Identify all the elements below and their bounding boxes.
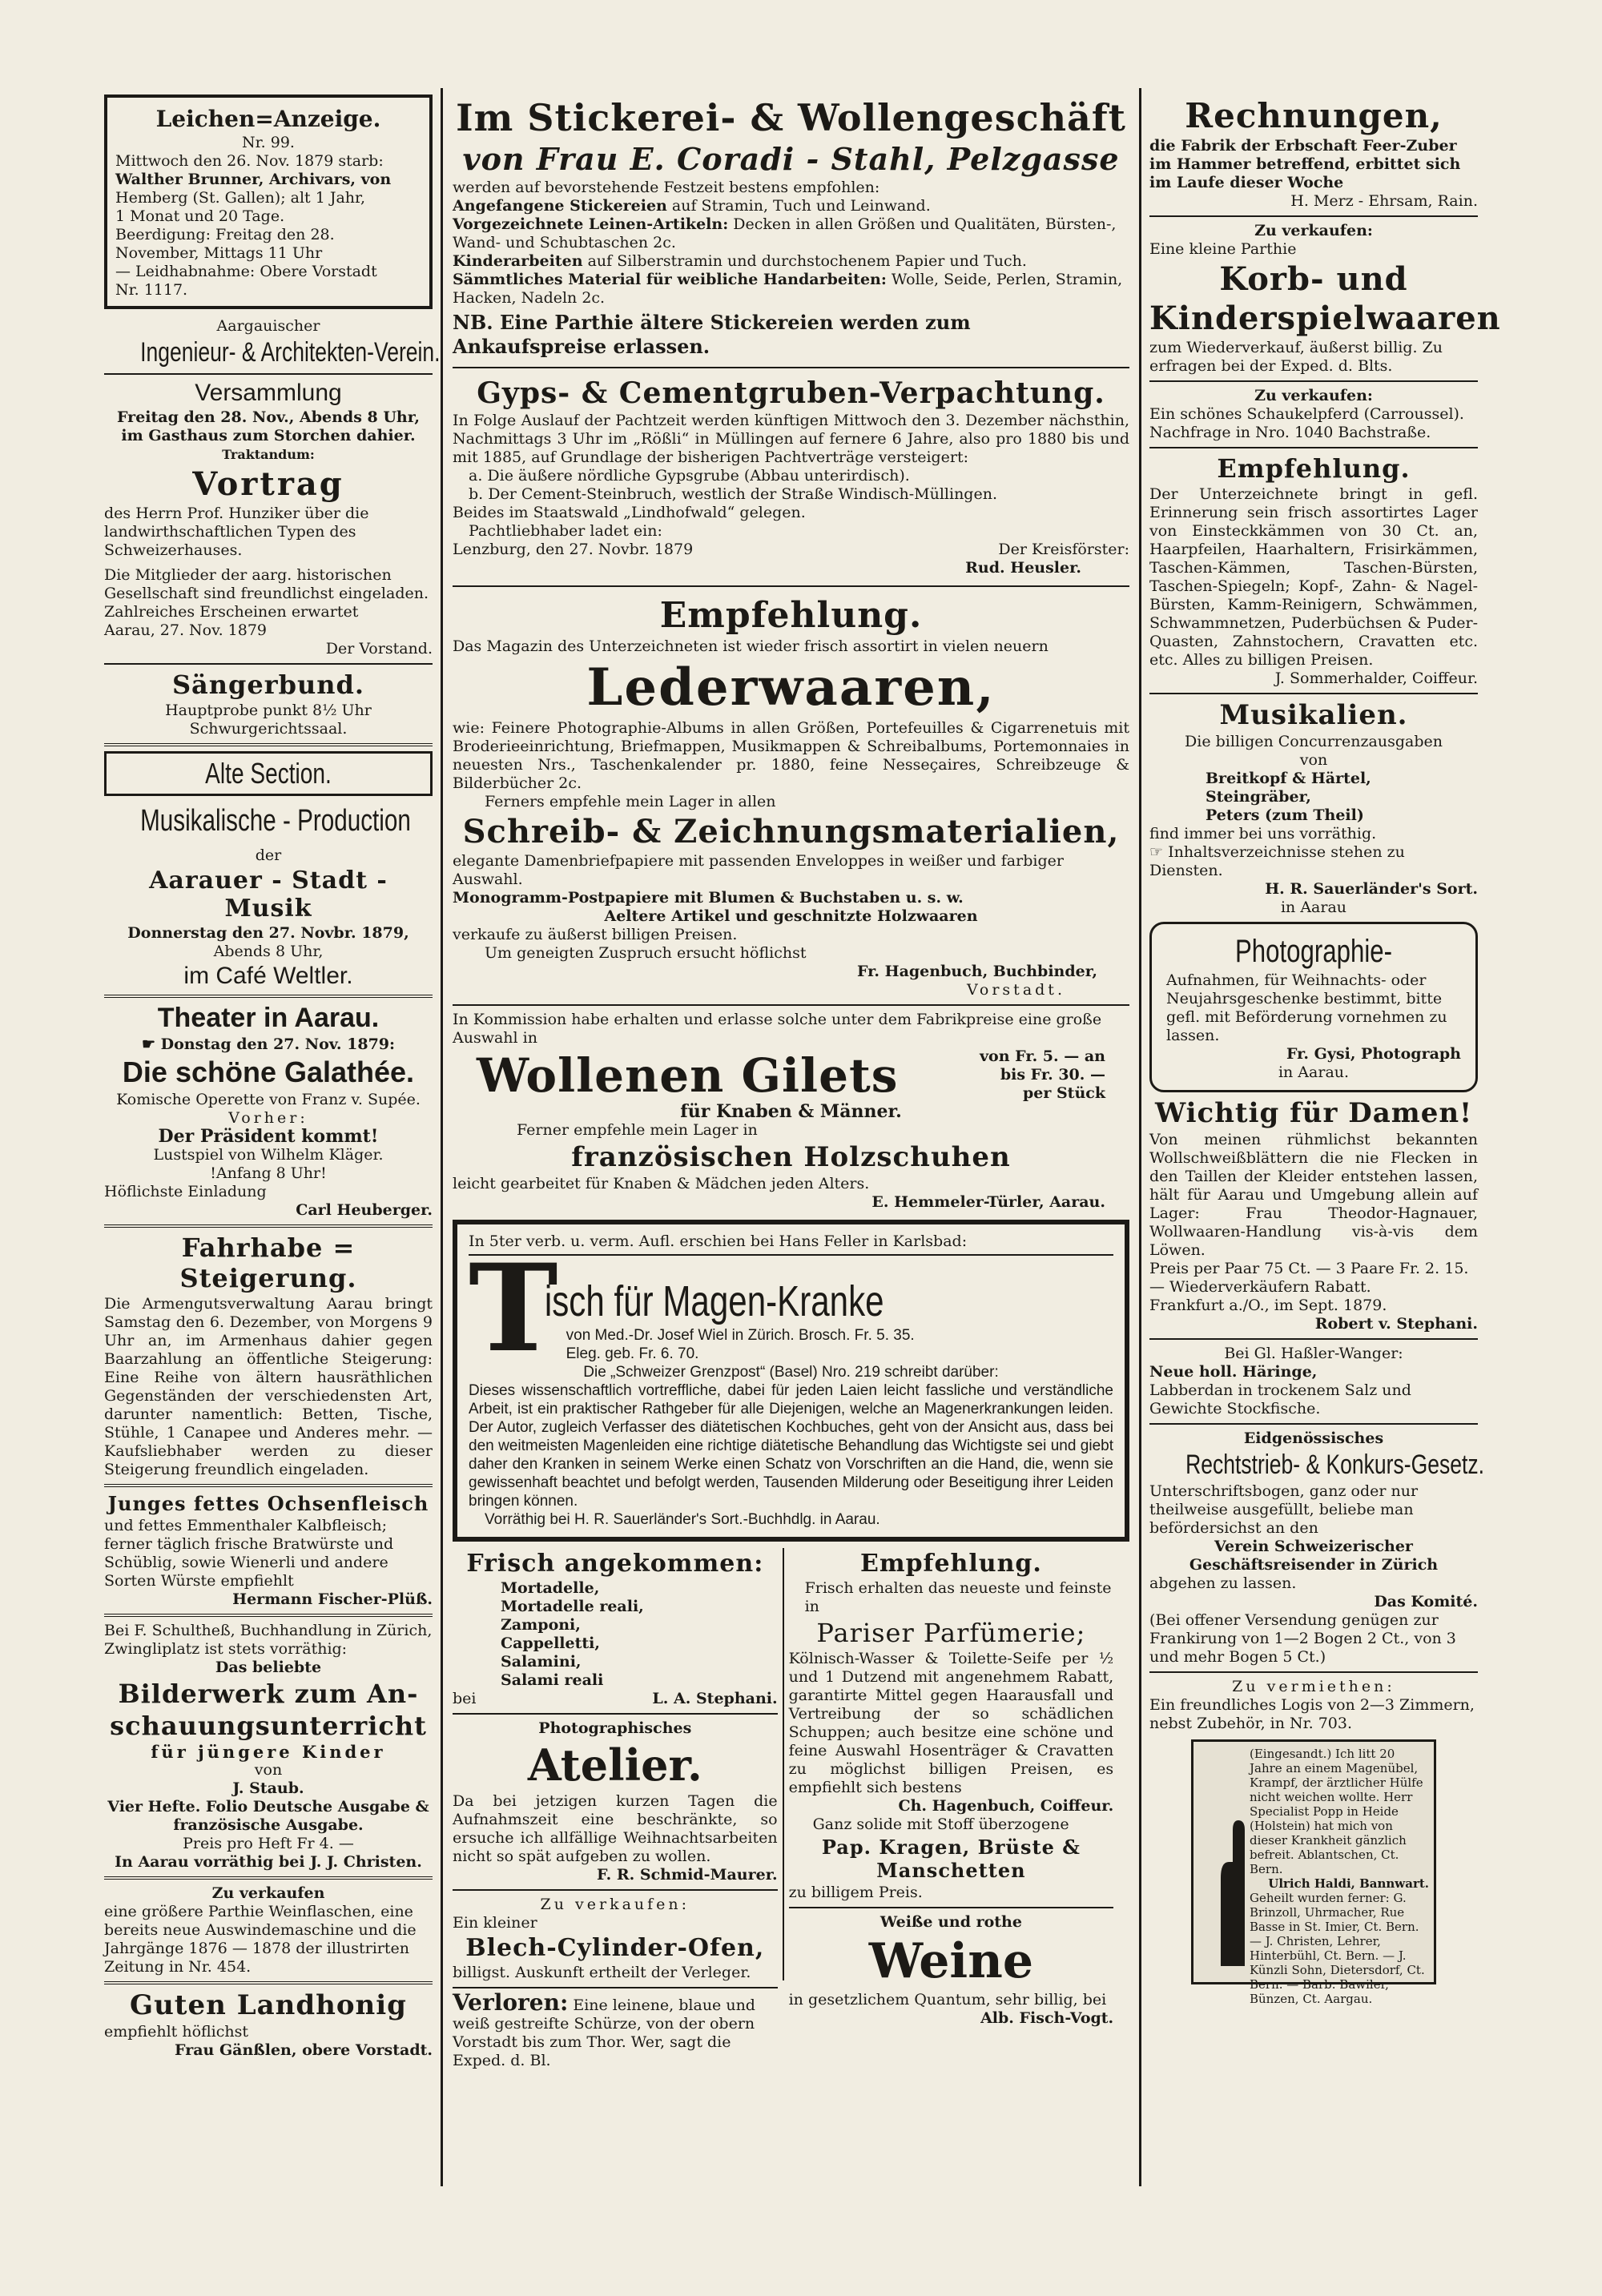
gyps-title: Gyps- & Cementgruben-Verpachtung.	[477, 376, 1105, 410]
parf-sign: Ch. Hagenbuch, Coiffeur.	[898, 1797, 1114, 1815]
gyps-footer	[453, 541, 1129, 559]
gesetz-text2: abgehen zu lassen.	[1149, 1574, 1297, 1592]
lower-left	[453, 1548, 778, 2070]
haering-intro: Bei Gl. Haßler-Wanger:	[1224, 1345, 1403, 1362]
divider	[453, 585, 1129, 587]
ochsen-text: und fettes Emmenthaler Kalbfleisch; ferner täglich frische Bratwürste und Schüblig, sowie Wienerli und andere Sorten Würste empfiehlt	[104, 1517, 394, 1590]
gyps-beides: Beides im Staatswald „Lindhofwald“ gelegen.	[453, 504, 806, 521]
frisch-list	[453, 1579, 778, 1690]
damen-place: Frankfurt a./O., im Sept. 1879.	[1149, 1297, 1387, 1314]
section-title-box	[104, 751, 433, 796]
verein-where: im Gasthaus zum Storchen dahier.	[121, 427, 416, 444]
gilets-sign: E. Hemmeler-Türler, Aarau.	[871, 1193, 1105, 1211]
tisch-author: von Med.-Dr. Josef Wiel in Zürich. Brosch. Fr. 5. 35.	[566, 1327, 915, 1344]
divider	[1149, 1423, 1478, 1425]
gilets-intro: In Kommission habe erhalten und erlasse solche unter dem Fabrikpreise eine große Auswahl in	[453, 1011, 1102, 1047]
musik-pub: Breitkopf & Härtel,	[1206, 770, 1371, 787]
fahrhabe-text: Die Armengutsverwaltung Aarau bringt Samstag den 6. Dezember, von Morgens 9 Uhr an, im Armenhaus dahier gegen Baarzahlung an öffentliche Steigerung: Eine Reihe von ältern hausräthlichen Gegenständen der verschiedensten Art, darunter namentlich: Betten, Tische, Stühle, 1 Canapee und Anderes mehr. — Kaufsliebhaber werden zu dieser Steigerung freundlich eingeladen.	[104, 1295, 433, 1478]
gesetz-text3: (Bei offener Versendung genügen zur Frankirung von 1—2 Bogen 2 Ct., von 3 und mehr Bogen 5 Ct.)	[1149, 1611, 1456, 1666]
musik-place: in Aarau	[1280, 899, 1347, 916]
leder-big: Lederwaaren,	[586, 657, 996, 718]
theater-einladung: Höflichste Einladung	[104, 1183, 267, 1200]
gilets-price2: bis Fr. 30. —	[1000, 1066, 1105, 1084]
leder-place: Vorstadt.	[966, 981, 1065, 999]
verein-erwartet: Zahlreiches Erscheinen erwartet	[104, 603, 359, 621]
gesetz-text: Unterschriftsbogen, ganz oder nur theilweise ausgefüllt, beliebe man befördersichst an den	[1149, 1482, 1419, 1537]
schaukel-text: Ein schönes Schaukelpferd (Carroussel). Nachfrage in Nro. 1040 Bachstraße.	[1149, 405, 1464, 441]
testimonial-ad	[1191, 1739, 1436, 2006]
death-notice	[104, 94, 433, 309]
gyps-b: b. Der Cement-Steinbruch, westlich der Straße Windisch-Müllingen.	[469, 485, 997, 503]
gilets-prices	[980, 1047, 1129, 1103]
bilderwerk-author: J. Staub.	[232, 1779, 304, 1797]
korb-title2: Kinderspielwaaren	[1149, 300, 1501, 337]
leder-ferners: Ferners empfehle mein Lager in allen	[485, 793, 776, 810]
ochsen-title: Junges fettes Ochsenfleisch	[107, 1492, 429, 1515]
gilets-ferner: Ferner empfehle mein Lager in	[517, 1121, 758, 1139]
verein-traktandum: Traktandum:	[222, 447, 315, 462]
column-right	[1149, 94, 1501, 2006]
tisch-text: Dieses wissenschaftlich vortreffliche, dabei für jeden Laien leicht fassliche und verständliche Arbeit, ist ein praktischer Rathgeber für alle Diejenigen, welche an Magenerkrankungen leiden. Der Autor, zugleich Verfasser des diätetischen Kochbuches, geht von der Ansicht aus, dass bei den weitmeisten Magenleiden eine richtige diätetische Behandlung das Wichtigste sei und giebt daher den Kranken in seinem Werke einen Schatz von Vorschriften an die Hand, die, wenn sie gewissenhaft beachtet und befolgt werden, Tausenden Milderung oder Beseitigung ihrer Leiden bringen können.	[469, 1382, 1113, 1510]
atelier-big: Atelier.	[527, 1739, 702, 1791]
damen-title: Wichtig für Damen!	[1154, 1097, 1473, 1129]
gilets-row	[453, 1047, 1129, 1103]
divider	[1149, 1671, 1478, 1673]
theater-vorher: Vorher:	[228, 1109, 308, 1127]
gyps-pacht: Pachtliebhaber ladet ein:	[469, 522, 662, 540]
section-when: Donnerstag den 27. Novbr. 1879,	[127, 924, 409, 942]
parf-kragen: Pap. Kragen, Brüste & Manschetten	[821, 1836, 1081, 1882]
honig-title: Guten Landhonig	[130, 1989, 407, 2021]
photo-sign: Fr. Gysi, Photograph	[1286, 1045, 1461, 1063]
tisch-title: isch für Magen-Kranke	[544, 1277, 884, 1325]
stickerei-l2b: Vorgezeichnete Leinen-Artikeln:	[453, 215, 729, 233]
verein-kicker: Aargauischer	[216, 317, 320, 335]
bilderwerk-preis: Preis pro Heft Fr 4. —	[183, 1835, 354, 1852]
leder-schreib: Schreib- & Zeichnungsmaterialien,	[462, 813, 1120, 850]
ofen-intro: Ein kleiner	[453, 1914, 537, 1932]
verein-when: Freitag den 28. Nov., Abends 8 Uhr,	[117, 408, 420, 426]
frisch-item: Salamini,	[501, 1653, 582, 1671]
divider	[453, 1004, 1129, 1006]
leder-text4: Aeltere Artikel und geschnitzte Holzwaaren	[604, 907, 978, 925]
stickerei-l3b: Kinderarbeiten	[453, 252, 583, 270]
gesetz-verein: Verein Schweizerischer Geschäftsreisender in Zürich	[1189, 1538, 1439, 1574]
testimonial-text: (Eingesandt.) Ich litt 20 Jahre an einem Magenübel, Krampf, der ärztlicher Hülfe nicht weichen wollte. Herr Specialist Popp in Heide (Holstein) hat mich von dieser Krankheit gänzlich befreit. Ablantschen, Ct. Bern.	[1250, 1747, 1423, 1876]
bilderwerk-intro: Bei F. Schultheß, Buchhandlung in Zürich, Zwingliplatz ist stets vorräthig:	[104, 1622, 433, 1658]
divider	[104, 995, 433, 998]
death-line: Beerdigung: Freitag den 28.	[115, 226, 335, 243]
gilets-price3: per Stück	[1022, 1084, 1105, 1102]
section-cafe: im Café Weltler.	[183, 963, 353, 989]
hand-pointer-icon	[1197, 1814, 1253, 1974]
gesetz-komite: Das Komité.	[1374, 1593, 1478, 1610]
fahrhabe-title: Fahrhabe = Steigerung.	[179, 1232, 357, 1293]
leder-text5: verkaufe zu äußerst billigen Preisen.	[453, 926, 738, 943]
divider	[789, 1907, 1114, 1908]
frisch-item: Salami reali	[501, 1671, 604, 1689]
divider	[104, 373, 433, 375]
frisch-item: Cappelletti,	[501, 1635, 601, 1652]
stickerei-line3	[453, 252, 1129, 271]
ofen-title: Zu verkaufen:	[540, 1896, 690, 1913]
theater-anfang: !Anfang 8 Uhr!	[210, 1164, 327, 1182]
verein-versammlung: Versammlung	[195, 380, 342, 406]
theater-play: Die schöne Galathée.	[122, 1056, 415, 1088]
atelier-text: Da bei jetzigen kurzen Tagen die Aufnahmszeit eine beschränkte, so ersuche ich allfällige Weihnachtsarbeiten nicht so spät aufgeben zu wollen.	[453, 1792, 778, 1865]
theater-play2: Der Präsident kommt!	[158, 1126, 379, 1147]
verein-title: Ingenieur- & Architekten-Verein.	[140, 337, 441, 368]
tisch-grenz: Die „Schweizer Grenzpost“ (Basel) Nro. 219 schreibt darüber:	[583, 1364, 999, 1381]
photo-title: Photographie-	[1234, 934, 1392, 969]
gyps-a: a. Die äußere nördliche Gypsgrube (Abbau unterirdisch).	[469, 467, 910, 485]
gesetz-title: Rechtstrieb- & Konkurs-Gesetz.	[1185, 1450, 1484, 1480]
divider	[104, 1876, 433, 1880]
rechnungen-sign: H. Merz - Ehrsam, Rain.	[1290, 192, 1478, 210]
bilderwerk-title1: Bilderwerk zum An-	[118, 1679, 419, 1709]
stickerei-intro: werden auf bevorstehende Festzeit bestens empfohlen:	[453, 179, 880, 196]
leder-text: wie: Feinere Photographie-Albums in allen Größen, Portefeuilles & Cigarrenetuis mit Broderieeinrichtung, Briefmappen, Musikmappen & Schreibalbums, Portemonnaies in neuesten Nrs., Taschenkalender pr. 1880, feine Nesseçaires, Schreibzeuge & Bilderbücher 2c.	[453, 719, 1129, 792]
frisch-item: Zamponi,	[501, 1616, 581, 1634]
musik-find: find immer bei uns vorräthig.	[1149, 825, 1377, 842]
weine-sign: Alb. Fisch-Vogt.	[980, 2009, 1114, 2027]
stickerei-l4b: Sämmtliches Material für weibliche Handarbeiten:	[453, 271, 887, 288]
verein-vortrag: Vortrag	[192, 465, 344, 503]
verkaufen-title: Zu verkaufen	[211, 1884, 325, 1902]
divider	[1149, 447, 1478, 448]
death-notice-title: Leichen=Anzeige.	[155, 106, 381, 132]
parf-intro: Frisch erhalten das neueste und feinste in	[804, 1579, 1112, 1615]
divider	[1149, 1338, 1478, 1340]
column-middle	[453, 94, 1129, 2070]
weine-text: in gesetzlichem Quantum, sehr billig, bei	[788, 1991, 1107, 2008]
tisch-intro: In 5ter verb. u. verm. Aufl. erschien bei Hans Feller in Karlsbad:	[469, 1232, 1113, 1256]
parf-big: Pariser Parfümerie;	[816, 1618, 1086, 1648]
musik-text: Die billigen Concurrenzausgaben	[1185, 733, 1443, 750]
stickerei-l3: auf Silberstramin und durchstochenem Papier und Tuch.	[582, 252, 1027, 270]
tisch-price: Eleg. geb. Fr. 6. 70.	[566, 1345, 699, 1362]
bilderwerk-das: Das beliebte	[215, 1659, 322, 1676]
tisch-vorr: Vorräthig bei H. R. Sauerländer's Sort.-Buchhdlg. in Aarau.	[485, 1511, 880, 1528]
testimonial-more: Geheilt wurden ferner: G. Brinzoll, Uhrmacher, Rue Basse in St. Imier, Ct. Bern. — J. Christen, Lehrer, Hinterbühl, Ct. Bern. — J. Künzli Sohn, Dietersdorf, Ct. Bern. — Barb. Bawiler, Bünzen, Ct. Aargau.	[1250, 1891, 1425, 2006]
stickerei-line1	[453, 197, 1129, 215]
bilderwerk-aarau: In Aarau vorräthig bei J. J. Christen.	[115, 1853, 422, 1871]
verein-sign: Der Vorstand.	[325, 640, 433, 657]
schaukel-title: Zu verkaufen:	[1254, 387, 1373, 404]
divider	[453, 1987, 778, 1988]
lower-divider	[783, 1548, 784, 1980]
section-der: der	[255, 846, 282, 864]
stickerei-l1: auf Stramin, Tuch und Leinwand.	[666, 197, 931, 215]
frisch-footer	[453, 1690, 778, 1708]
death-line: Hemberg (St. Gallen); alt 1 Jahr,	[115, 189, 366, 207]
divider	[104, 1224, 433, 1228]
stickerei-nb-label: NB.	[453, 311, 493, 334]
atelier-sign: F. R. Schmid-Maurer.	[597, 1866, 778, 1884]
verein-invite: Die Mitglieder der aarg. historischen Gesellschaft sind freundlichst eingeladen.	[104, 566, 429, 602]
section-abends: Abends 8 Uhr,	[213, 943, 324, 960]
leder-intro: Das Magazin des Unterzeichneten ist wieder frisch assortirt in vielen neuern	[453, 637, 1049, 655]
sommer-text: Der Unterzeichnete bringt in gefl. Erinnerung sein frisch assortirtes Lager von Einsteckkämmen von 30 Ct. an, Haarpfeilen, Haarhaltern, Frisirkämmen, Taschen-Kämmen, Taschen-Bürsten, Taschen-Spiegeln; Kopf-, Zahn- & Nagel-Bürsten, Kamm-Reinigern, Schwämmen, Schwammnetzen, Puderbüchsen & Puder-Quasten, Zahnstochern, Cravatten etc. etc. Alles zu billigen Preisen.	[1149, 485, 1478, 669]
section-title: Alte Section.	[205, 757, 332, 790]
verloren-title: Verloren:	[453, 1989, 569, 2016]
theater-title: Theater in Aarau.	[157, 1003, 380, 1033]
musik-pubs	[1149, 770, 1478, 825]
gyps-sign: Rud. Heusler.	[965, 559, 1081, 577]
lower-two-col	[453, 1548, 1129, 2070]
ofen-big: Blech-Cylinder-Ofen,	[465, 1934, 765, 1962]
divider	[104, 1484, 433, 1487]
bilderwerk-hefte: Vier Hefte. Folio Deutsche Ausgabe & französische Ausgabe.	[107, 1798, 429, 1834]
stickerei-nb-text: Eine Parthie ältere Stickereien werden zum Ankaufspreise erlassen.	[453, 311, 971, 358]
stickerei-l4: Wolle, Seide, Perlen, Stramin, Hacken, Nadeln 2c.	[453, 271, 1123, 307]
leder-text3: Monogramm-Postpapiere mit Blumen & Buchstaben u. s. w.	[453, 889, 964, 907]
leder-text2: elegante Damenbriefpapiere mit passenden Enveloppes in weißer und farbiger Auswahl.	[453, 852, 1064, 888]
musik-von: von	[1299, 751, 1328, 769]
musik-title: Musikalien.	[1219, 699, 1408, 731]
parf-text: Kölnisch-Wasser & Toilette-Seife per ½ und 1 Dutzend mit angenehmem Rabatt, garantirte Mittel gegen Haarausfall und Vertreibung der so schädlichen Schuppen; auch besitze eine schöne und feine Auswahl Hosenträger & Cravatten zu möglichst billigen Preisen, es empfiehlt sich bestens	[788, 1650, 1114, 1796]
verein-date: Aarau, 27. Nov. 1879	[104, 621, 268, 639]
section-stadtmusik: Aarauer - Stadt - Musik	[149, 867, 388, 923]
photo-ad	[1149, 922, 1478, 1092]
gilets-fuer: für Knaben & Männer.	[680, 1101, 902, 1122]
weine-big: Weine	[868, 1933, 1034, 1989]
musik-pub: Steingräber,	[1206, 788, 1311, 806]
saenger-title: Sängerbund.	[171, 669, 365, 700]
parf-billig: zu billigem Preis.	[788, 1884, 923, 1901]
divider	[453, 1889, 778, 1891]
divider	[1149, 380, 1478, 382]
theater-when: ☛ Donstag den 27. Nov. 1879:	[141, 1035, 396, 1053]
stickerei-line4	[453, 271, 1129, 308]
verloren-text: Eine leinene, blaue und weiß gestreifte Schürze, von der obern Vorstadt bis zum Thor. Wer, sagt die Exped. d. Bl.	[453, 1996, 755, 2069]
stickerei-l1b: Angefangene Stickereien	[453, 197, 667, 215]
leder-sign: Fr. Hagenbuch, Buchbinder,	[856, 963, 1097, 980]
honig-sign: Frau Gänßlen, obere Vorstadt.	[175, 2041, 433, 2059]
stickerei-nb	[453, 311, 1129, 359]
stickerei-line2	[453, 215, 1129, 252]
tisch-initial: T	[469, 1238, 558, 1379]
rechnungen-text: die Fabrik der Erbschaft Feer-Zuber im Hammer betreffend, erbittet sich im Laufe dieser Woche	[1149, 137, 1461, 191]
verloren	[453, 1989, 778, 2070]
tisch-ad	[453, 1220, 1129, 1542]
stickerei-title1: Im Stickerei- & Wollengeschäft	[456, 96, 1126, 139]
divider	[453, 1713, 778, 1715]
death-line: 1 Monat und 20 Tage.	[115, 207, 285, 225]
korb-text: zum Wiederverkauf, äußerst billig. Zu erfragen bei der Exped. d. Blts.	[1149, 339, 1443, 375]
death-line: Walther Brunner, Archivars, von	[115, 171, 392, 188]
atelier-kicker: Photographisches	[538, 1719, 692, 1737]
gyps-text: In Folge Auslauf der Pachtzeit werden künftigen Mittwoch den 3. Dezember nächsthin, Nachmittags 3 Uhr im „Rößli“ in Müllingen auf fernere 6 Jahre, also pro 1880 bis und mit 1885, auf Grundlage der bisherigen Pachtverträge versteigert:	[453, 412, 1129, 466]
parf-ganz: Ganz solide mit Stoff überzogene	[812, 1815, 1069, 1833]
divider	[104, 743, 433, 746]
divider	[104, 663, 433, 665]
leder-text6: Um geneigten Zuspruch ersucht höflichst	[485, 944, 807, 962]
verkaufen-text: eine größere Parthie Weinflaschen, eine bereits neue Auswindemaschine und die Jahrgänge 1876 — 1878 der illustrirten Zeitung in Nr. 454.	[104, 1903, 417, 1976]
korb-title1: Korb- und	[1219, 260, 1408, 298]
gilets-text: leicht gearbeitet für Knaben & Mädchen jeden Alters.	[453, 1175, 870, 1192]
section-production: Musikalische - Production	[140, 804, 411, 838]
sommer-title: Empfehlung.	[1217, 453, 1411, 484]
death-notice-nr: Nr. 99.	[242, 134, 295, 151]
divider	[104, 1981, 433, 1984]
theater-desc2: Lustspiel von Wilhelm Kläger.	[153, 1146, 384, 1164]
haering-text1: Neue holl. Häringe,	[1149, 1363, 1318, 1381]
rechnungen-title: Rechnungen,	[1185, 96, 1443, 135]
column-left	[104, 94, 441, 2060]
gyps-office: Der Kreisförster:	[998, 541, 1129, 558]
divider	[453, 367, 1129, 368]
musik-inhalt: ☞ Inhaltsverzeichnisse stehen zu Diensten.	[1149, 843, 1405, 879]
leder-title: Empfehlung.	[659, 595, 923, 636]
korb-intro: Eine kleine Parthie	[1149, 240, 1297, 258]
sommer-sign: J. Sommerhalder, Coiffeur.	[1274, 669, 1478, 687]
weine-kicker: Weiße und rothe	[879, 1913, 1022, 1931]
bilderwerk-title2: schauungsunterricht	[110, 1711, 427, 1741]
haering-text2: Labberdan in trockenem Salz und	[1149, 1381, 1411, 1399]
death-line: Nr. 1117.	[115, 281, 188, 299]
column-rule-right	[1139, 88, 1141, 2186]
death-line: November, Mittags 11 Uhr	[115, 244, 323, 262]
frisch-title: Frisch angekommen:	[466, 1550, 764, 1578]
damen-sign: Robert v. Stephani.	[1314, 1315, 1478, 1333]
frisch-bei: bei	[453, 1690, 477, 1707]
divider	[104, 1614, 433, 1617]
logis-title: Zu vermiethen:	[1232, 1678, 1395, 1695]
logis-text: Ein freundliches Logis von 2—3 Zimmern, nebst Zubehör, in Nr. 703.	[1149, 1696, 1475, 1732]
lower-right	[789, 1548, 1114, 2028]
ochsen-sign: Hermann Fischer-Plüß.	[232, 1590, 433, 1608]
damen-text: Von meinen rühmlichst bekannten Wollschweißblättern die nie Flecken in den Taillen der Kleider entstehen lassen, hält für Aarau und Umgebung allein auf Lager: Frau Theodor-Hagnauer, Wollwaaren-Handlung vis-à-vis dem Löwen.	[1149, 1131, 1478, 1259]
haering-text3: Gewichte Stockfische.	[1149, 1400, 1321, 1417]
divider	[1149, 693, 1478, 694]
gilets-big: Wollenen Gilets	[477, 1047, 899, 1103]
photo-text: Aufnahmen, für Weihnachts- oder Neujahrsgeschenke bestimmt, bitte gefl. mit Beförderung vornehmen zu lassen.	[1166, 971, 1447, 1044]
gyps-date: Lenzburg, den 27. Novbr. 1879	[453, 541, 694, 558]
bilderwerk-von: von	[254, 1761, 283, 1779]
musik-pub: Peters (zum Theil)	[1206, 806, 1364, 824]
death-line: Mittwoch den 26. Nov. 1879 starb:	[115, 152, 384, 170]
frisch-item: Mortadelle,	[501, 1579, 600, 1597]
bilderwerk-fuer: für jüngere Kinder	[151, 1742, 386, 1762]
gilets-holz: französischen Holzschuhen	[571, 1141, 1011, 1173]
saenger-text: Hauptprobe punkt 8½ Uhr Schwurgerichtssaal.	[165, 702, 372, 738]
divider	[1149, 215, 1478, 217]
death-line: — Leidhabnahme: Obere Vorstadt	[115, 263, 377, 280]
ofen-text: billigst. Auskunft ertheilt der Verleger.	[453, 1964, 751, 1981]
photo-place: in Aarau.	[1278, 1064, 1350, 1081]
testimonial-sign: Ulrich Haldi, Bannwart.	[1268, 1876, 1429, 1891]
gesetz-kicker: Eidgenössisches	[1243, 1429, 1384, 1447]
damen-preis: Preis per Paar 75 Ct. — 3 Paare Fr. 2. 15. — Wiederverkäufern Rabatt.	[1149, 1260, 1469, 1296]
theater-desc: Komische Operette von Franz v. Supée.	[116, 1091, 421, 1108]
gilets-price1: von Fr. 5. — an	[980, 1047, 1105, 1065]
stickerei-l2: Decken in allen Größen und Qualitäten, Bürsten-, Wand- und Schubtaschen 2c.	[453, 215, 1117, 251]
verein-vortrag-text: des Herrn Prof. Hunziker über die landwirthschaftlichen Typen des Schweizerhauses.	[104, 505, 369, 559]
frisch-item: Mortadelle reali,	[501, 1598, 644, 1615]
column-rule-left	[441, 88, 443, 2186]
korb-kicker: Zu verkaufen:	[1254, 222, 1373, 239]
stickerei-title2: von Frau E. Coradi - Stahl, Pelzgasse	[462, 141, 1120, 177]
honig-text: empfiehlt höflichst	[104, 2023, 249, 2041]
parf-title: Empfehlung.	[859, 1550, 1042, 1578]
theater-sign: Carl Heuberger.	[296, 1201, 433, 1219]
musik-sign: H. R. Sauerländer's Sort.	[1265, 880, 1478, 898]
frisch-sign: L. A. Stephani.	[652, 1690, 778, 1707]
